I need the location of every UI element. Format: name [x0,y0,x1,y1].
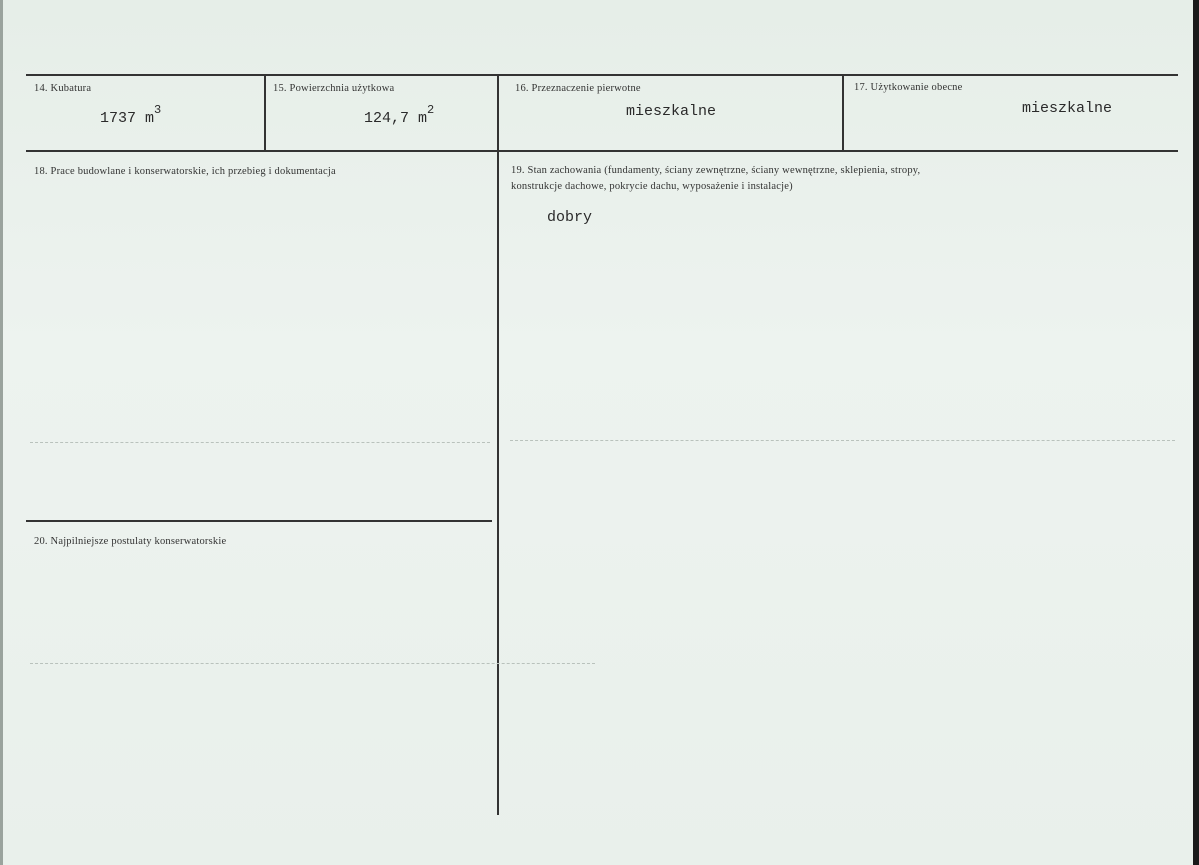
divider-16-17 [842,75,844,151]
field-15-value: 124,7 $m^2$ [364,103,435,127]
field-14-value: 1737 $m^3$ [100,103,162,127]
faint-line [30,442,490,443]
field-18-label: 18. Prace budowlane i konserwatorskie, ich przebieg i dokumentacja [34,166,336,177]
field-17-value: mieszkalne [1022,100,1113,117]
field-17-label: 17. Użytkowanie obecne [854,82,963,93]
row1-top-border [26,74,1178,76]
field-19-label-line2: konstrukcje dachowe, pokrycie dachu, wyposażenie i instalacje) [511,181,793,192]
field-16-label: 16. Przeznaczenie pierwotne [515,83,641,94]
field-15-label: 15. Powierzchnia użytkowa [273,83,395,94]
scan-edge-right [1193,0,1199,865]
faint-line [30,663,595,664]
row1-bottom-border [26,150,1178,152]
scan-edge-left [0,0,3,865]
field-19-label-line1: 19. Stan zachowania (fundamenty, ściany zewnętrzne, ściany wewnętrzne, sklepienia, stropy, [511,165,921,176]
faint-line [510,440,1175,441]
field-19-value: dobry [547,209,593,226]
field-14-label: 14. Kubatura [34,83,92,94]
field-20-label: 20. Najpilniejsze postulaty konserwatorskie [34,536,227,547]
section-20-top-border [26,520,492,522]
field-16-value: mieszkalne [626,103,717,120]
divider-14-15 [264,75,266,151]
main-vertical-divider [497,75,499,815]
